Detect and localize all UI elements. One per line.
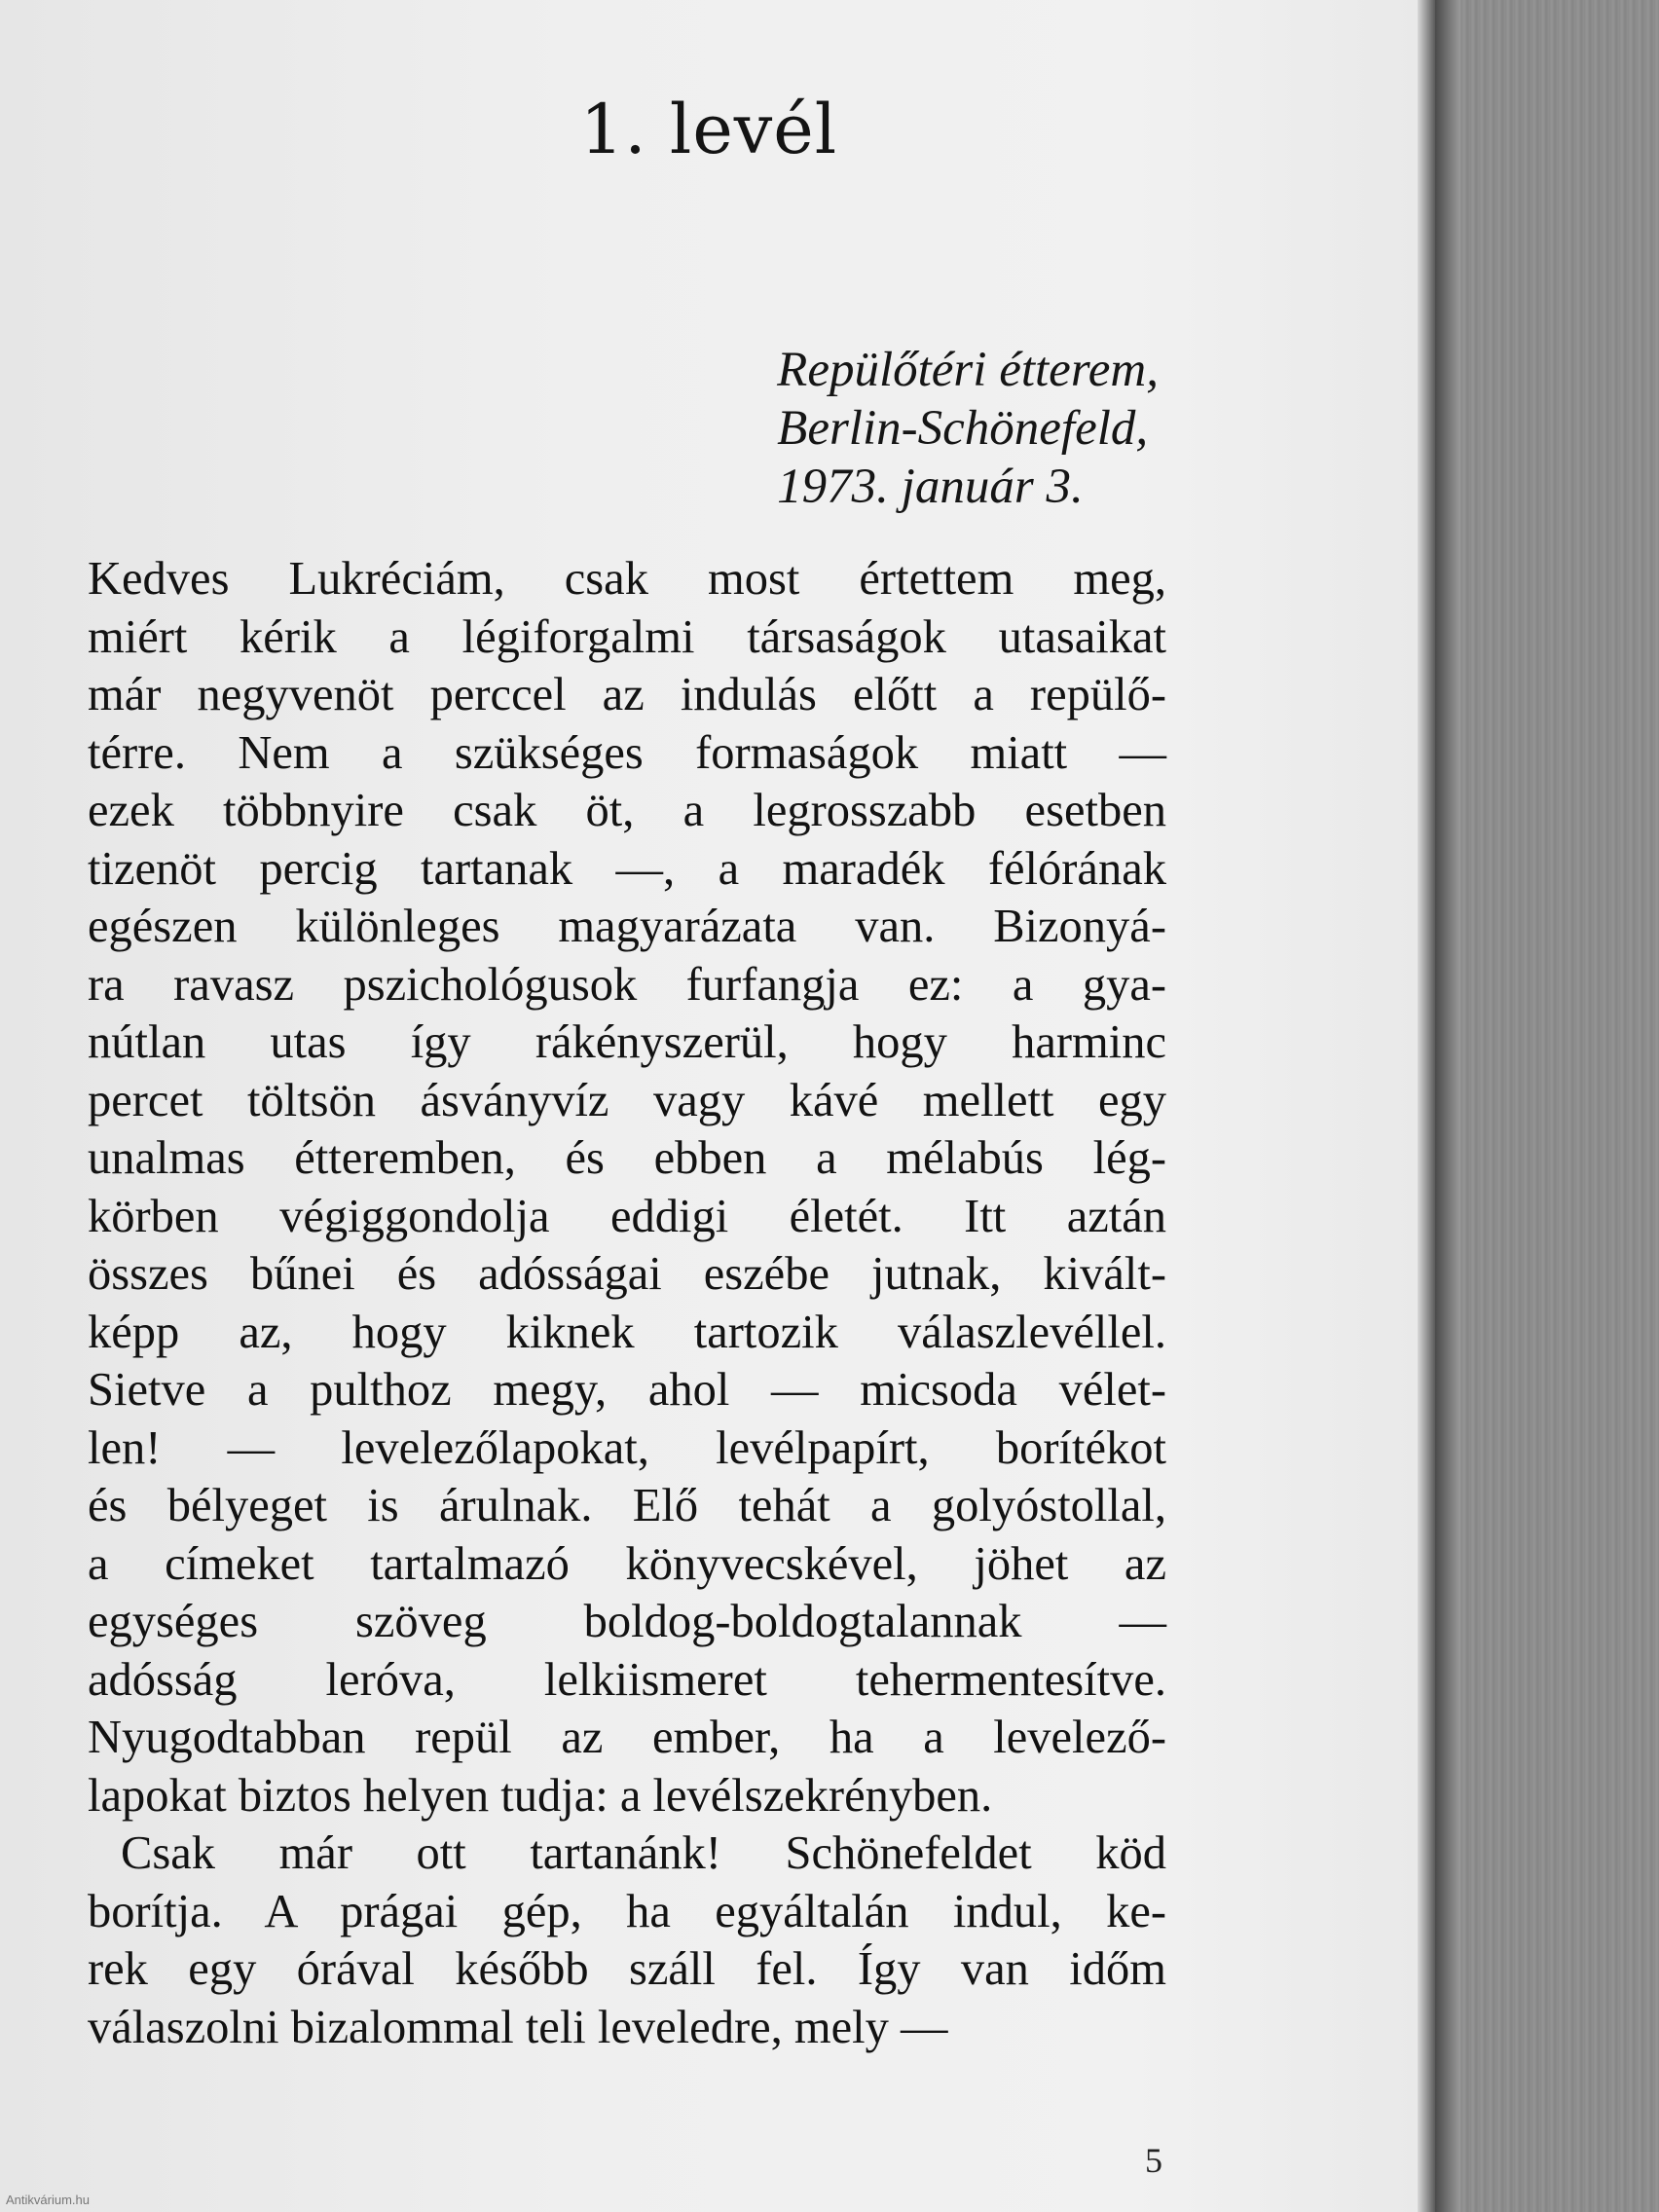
text-line: tizenöt percig tartanak —, a maradék félórának (88, 842, 1166, 895)
watermark: Antikvárium.hu (6, 2193, 90, 2207)
text-line: unalmas étteremben, és ebben a mélabús lég- (88, 1132, 1166, 1184)
text-line: körben végiggondolja eddigi életét. Itt aztán (88, 1190, 1166, 1242)
text-line: ezek többnyire csak öt, a legrosszabb esetben (88, 785, 1166, 836)
text-line: Csak már ott tartanánk! Schönefeldet köd (121, 1827, 1166, 1879)
letter-heading (777, 341, 1159, 516)
heading-line-city: Berlin-Schönefeld, (777, 401, 1149, 456)
page-edge (1418, 0, 1435, 2212)
text-line: adósság leróva, lelkiismeret tehermentesítve. (88, 1653, 1166, 1706)
text-line: Kedves Lukréciám, csak most értettem meg, (88, 553, 1166, 605)
paragraph-1 (88, 550, 1166, 1825)
text-line: már negyvenöt perccel az indulás előtt a repülő- (88, 669, 1166, 720)
heading-line-place: Repülőtéri étterem, (777, 343, 1159, 397)
text-line: és bélyeget is árulnak. Elő tehát a golyóstollal, (88, 1480, 1166, 1531)
text-line: percet töltsön ásványvíz vagy kávé mellett egy (88, 1074, 1166, 1126)
page-number: 5 (1145, 2141, 1162, 2180)
text-line: képp az, hogy kiknek tartozik válaszlevéllel. (88, 1306, 1166, 1358)
text-line: Nyugodtabban repül az ember, ha a levelező- (88, 1712, 1166, 1763)
text-line: Sietve a pulthoz megy, ahol — micsoda vélet- (88, 1364, 1166, 1416)
binding-shadow (1435, 0, 1460, 2212)
text-line: ra ravasz pszichológusok furfangja ez: a gya- (88, 958, 1166, 1011)
chapter-title: 1. levél (579, 90, 838, 169)
book-binding (1435, 0, 1659, 2212)
text-line: összes bűnei és adósságai eszébe jutnak, kivált- (88, 1248, 1166, 1300)
text-line: miért kérik a légiforgalmi társaságok utasaikat (88, 610, 1166, 663)
text-line: válaszolni bizalommal teli leveledre, mely — (88, 2001, 948, 2053)
heading-line-date: 1973. január 3. (777, 460, 1084, 514)
text-line: térre. Nem a szükséges formaságok miatt — (88, 726, 1166, 779)
text-line: rek egy órával később száll fel. Így van időm (88, 1943, 1166, 1995)
text-line: lapokat biztos helyen tudja: a levélszekrényben. (88, 1769, 993, 1822)
letter-body (88, 550, 1166, 2056)
text-line: len! — levelezőlapokat, levélpapírt, borítékot (88, 1421, 1166, 1474)
text-line: nútlan utas így rákényszerül, hogy harminc (88, 1016, 1166, 1068)
text-line: a címeket tartalmazó könyvecskével, jöhet az (88, 1537, 1166, 1590)
paragraph-2 (88, 1825, 1166, 2056)
text-line: borítja. A prágai gép, ha egyáltalán indul, ke- (88, 1885, 1166, 1937)
text-line: egységes szöveg boldog-boldogtalannak — (88, 1596, 1166, 1647)
text-line: egészen különleges magyarázata van. Bizonyá- (88, 901, 1166, 952)
